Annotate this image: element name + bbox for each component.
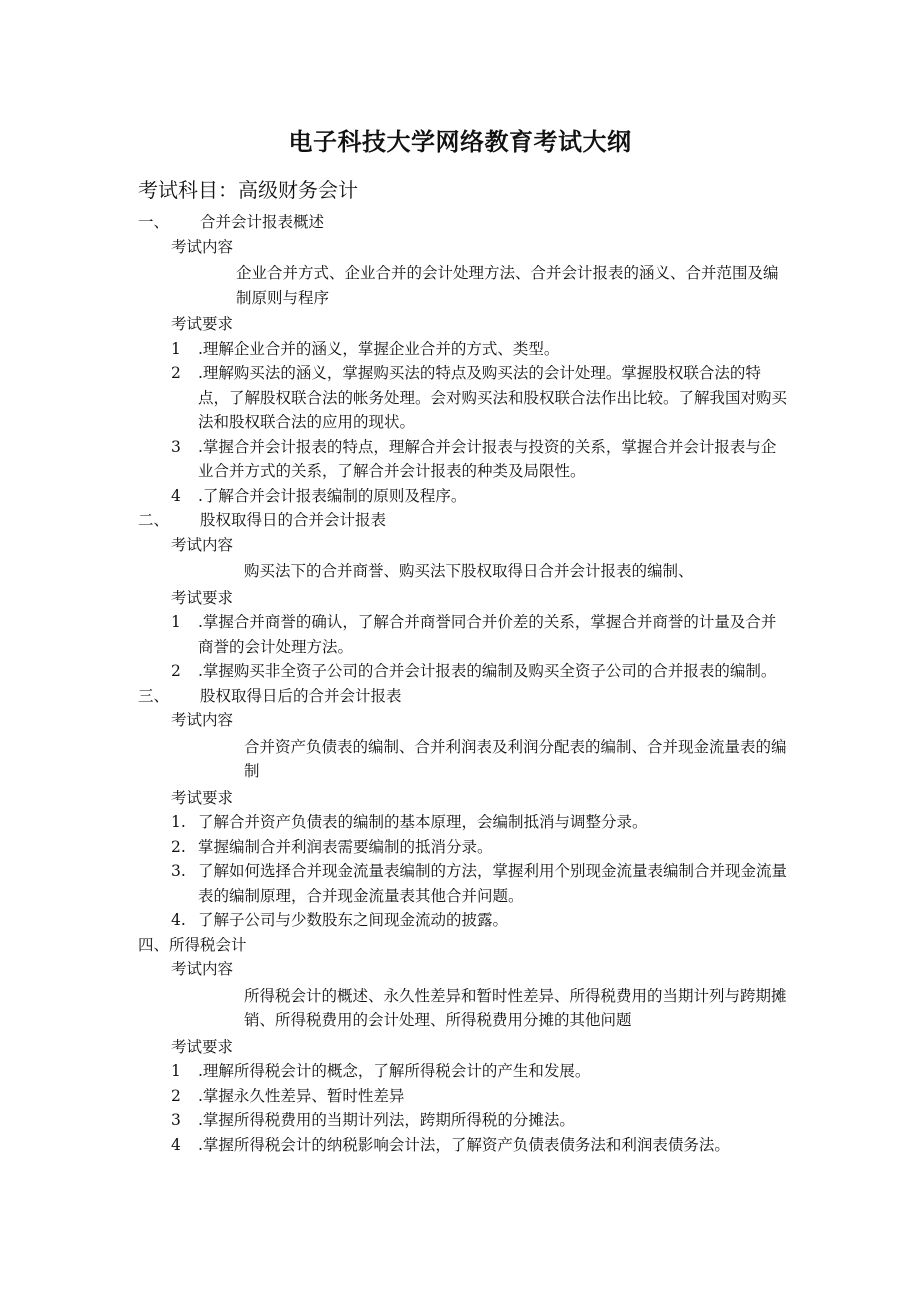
item-text: .掌握永久性差异、暂时性差异: [198, 1086, 405, 1105]
section-number: 四、: [138, 935, 170, 954]
item-text: .理解企业合并的涵义，掌握企业合并的方式、类型。: [198, 339, 560, 358]
list-item: [171, 859, 788, 908]
requirements-label: 考试要求: [171, 315, 234, 333]
item-number: 1.: [171, 813, 186, 831]
requirements-label: 考试要求: [171, 588, 234, 607]
section-number: 二、: [138, 511, 170, 529]
list-item: [171, 1059, 788, 1084]
section-number: 一、: [138, 213, 170, 231]
item-number: 3.: [171, 862, 186, 880]
list-item: [171, 1084, 788, 1109]
item-number: 3: [171, 1111, 181, 1129]
item-text: .掌握合并商誉的确认，了解合并商誉同合并价差的关系，掌握合并商誉的计量及合并商誉的会计处理方法。: [198, 613, 777, 656]
item-text: 了解子公司与少数股东之间现金流动的披露。: [198, 911, 509, 929]
item-text: .理解购买法的涵义，掌握购买法的特点及购买法的会计处理。掌握股权联合法的特点，了解股权联合法的帐务处理。会对购买法和股权联合法作出比较。了解我国对购买法和股权联合法的应用的现状。: [198, 364, 788, 431]
item-text: .掌握购买非全资子公司的合并会计报表的编制及购买全资子公司的合并报表的编制。: [198, 662, 777, 680]
requirements-list: [171, 337, 788, 509]
requirements-label: 考试要求: [171, 788, 234, 807]
item-text: .掌握合并会计报表的特点，理解合并会计报表与投资的关系，掌握合并会计报表与企业合并方式的关系，了解合并会计报表的种类及局限性。: [198, 437, 777, 480]
item-number: 4: [171, 486, 181, 505]
section-heading: [138, 210, 788, 235]
content-text: 合并资产负债表的编制、合并利润表及利润分配表的编制、合并现金流量表的编制: [244, 737, 787, 780]
list-item: [171, 908, 788, 933]
item-number: 1: [171, 339, 181, 358]
section-4: [138, 933, 788, 1158]
item-text: 了解合并资产负债表的编制的基本原理，会编制抵消与调整分录。: [198, 813, 648, 831]
list-item: [171, 484, 788, 509]
item-text: .理解所得税会计的概念，了解所得税会计的产生和发展。: [198, 1062, 591, 1080]
content-label: 考试内容: [171, 960, 234, 978]
requirements-label: 考试要求: [171, 1037, 234, 1056]
section-title: 合并会计报表概述: [200, 213, 325, 231]
section-1: [138, 210, 788, 508]
list-item: [171, 361, 788, 435]
item-text: 掌握编制合并利润表需要编制的抵消分录。: [198, 837, 493, 856]
list-item: [171, 337, 788, 362]
item-number: 1: [171, 1062, 181, 1080]
exam-subject: 考试科目：高级财务会计: [138, 178, 358, 202]
item-text: .掌握所得税费用的当期计列法，跨期所得税的分摊法。: [198, 1111, 575, 1129]
item-number: 4.: [171, 911, 186, 929]
section-title: 股权取得日后的合并会计报表: [200, 686, 402, 705]
requirements-list: [171, 1059, 788, 1157]
section-heading: [138, 684, 788, 709]
requirements-list: [171, 610, 788, 684]
section-title: 所得税会计: [169, 935, 247, 954]
content-text: 购买法下的合并商誉、购买法下股权取得日合并会计报表的编制、: [244, 562, 694, 580]
content-label: 考试内容: [171, 237, 234, 256]
item-number: 2.: [171, 837, 186, 856]
item-number: 2: [171, 662, 181, 680]
item-number: 1: [171, 613, 181, 631]
item-text: .掌握所得税会计的纳税影响会计法，了解资产负债表债务法和利润表债务法。: [198, 1135, 730, 1154]
list-item: [171, 610, 788, 659]
section-heading: [138, 508, 788, 533]
content-text: 所得税会计的概述、永久性差异和暂时性差异、所得税费用的当期计列与跨期摊销、所得税费用的会计处理、所得税费用分摊的其他问题: [244, 986, 787, 1029]
section-2: [138, 508, 788, 684]
section-heading: [138, 933, 788, 958]
item-number: 2: [171, 1086, 181, 1105]
content-label: 考试内容: [171, 535, 234, 554]
list-item: [171, 835, 788, 860]
content-label: 考试内容: [171, 711, 234, 729]
section-3: [138, 684, 788, 933]
list-item: [171, 1108, 788, 1133]
list-item: [171, 435, 788, 484]
list-item: [171, 810, 788, 835]
item-number: 3: [171, 437, 181, 456]
requirements-list: [171, 810, 788, 933]
syllabus-body: [138, 210, 788, 1157]
content-text: 企业合并方式、企业合并的会计处理方法、合并会计报表的涵义、合并范围及编制原则与程序: [236, 264, 779, 307]
item-number: 4: [171, 1135, 181, 1154]
section-number: 三、: [138, 686, 170, 705]
item-number: 2: [171, 364, 181, 382]
item-text: .了解合并会计报表编制的原则及程序。: [198, 486, 467, 505]
list-item: [171, 1133, 788, 1158]
list-item: [171, 659, 788, 684]
document-title: 电子科技大学网络教育考试大纲: [288, 128, 632, 156]
section-title: 股权取得日的合并会计报表: [200, 511, 387, 529]
item-text: 了解如何选择合并现金流量表编制的方法，掌握利用个别现金流量表编制合并现金流量表的编制原理，合并现金流量表其他合并问题。: [198, 862, 788, 905]
